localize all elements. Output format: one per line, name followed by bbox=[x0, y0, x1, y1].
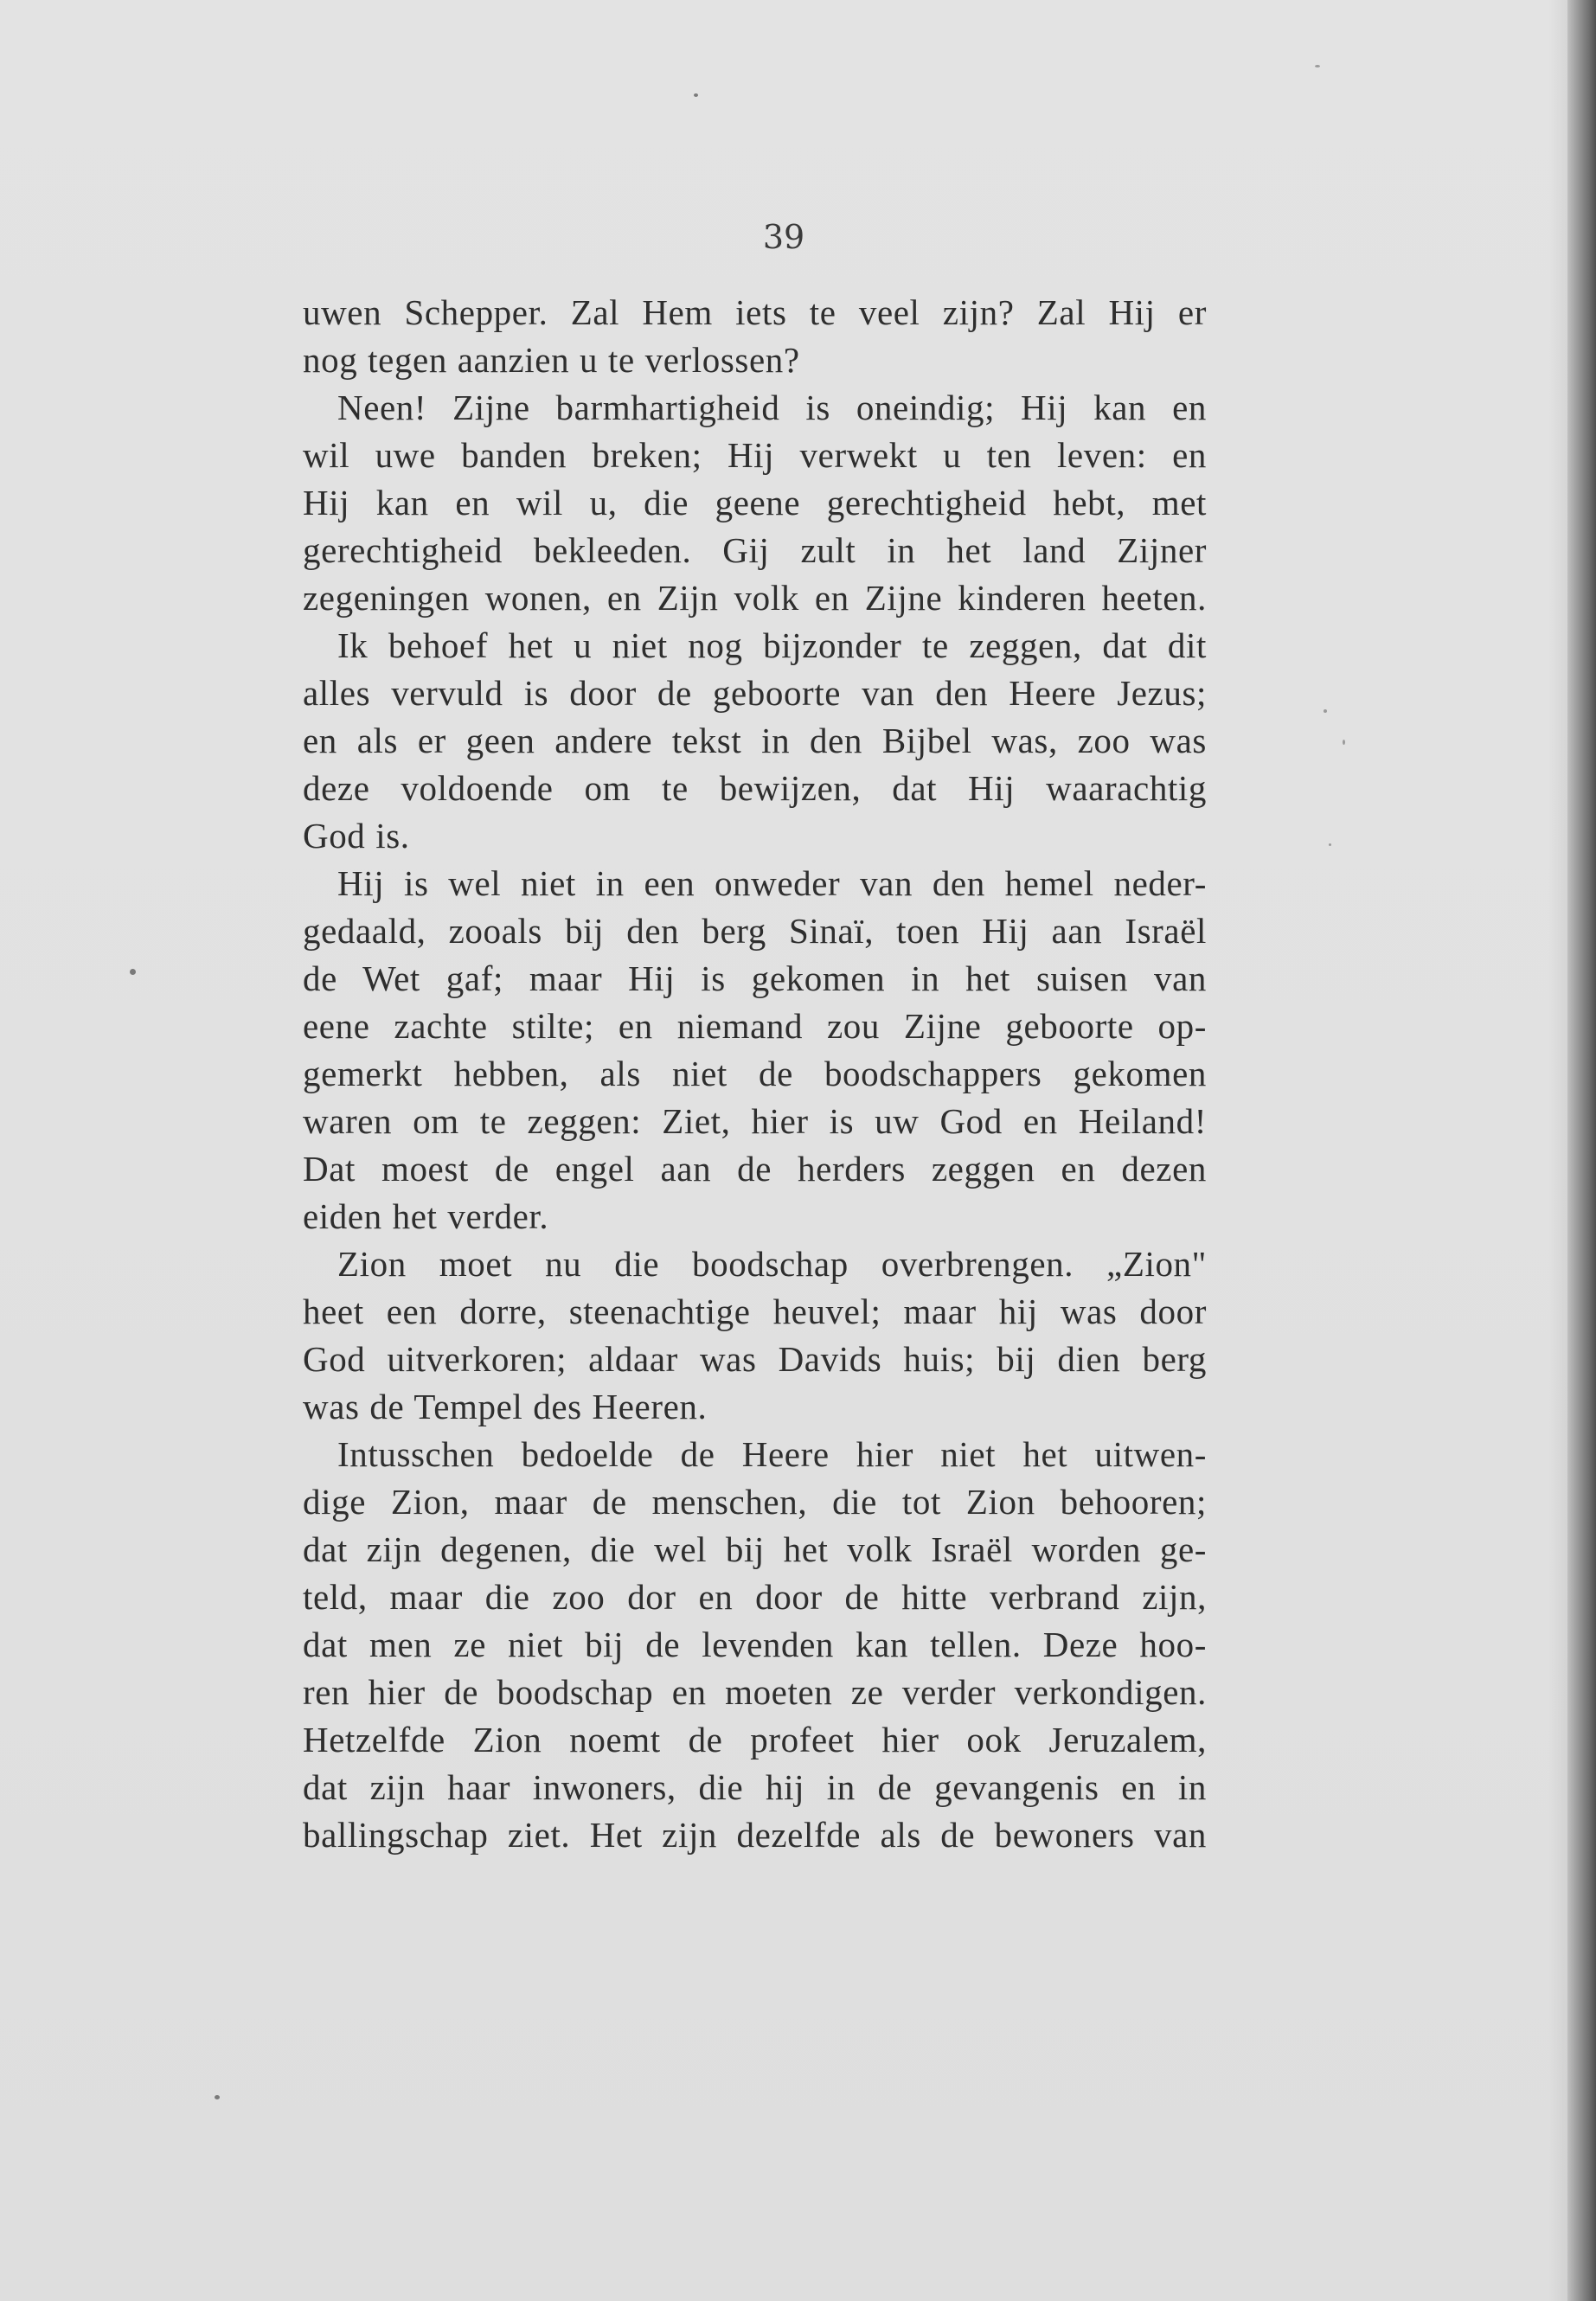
text-line: gerechtigheid bekleeden. Gij zult in het land Zijner bbox=[303, 530, 1207, 570]
text-line: Hij kan en wil u, die geene gerechtigheid hebt, met bbox=[303, 483, 1207, 522]
scan-speck bbox=[694, 93, 698, 97]
text-line: gemerkt hebben, als niet de boodschappers gekomen bbox=[303, 1054, 1207, 1093]
text-line: was de Tempel des Heeren. bbox=[303, 1387, 708, 1426]
body-text bbox=[303, 289, 1207, 1859]
text-line: dat men ze niet bij de levenden kan tellen. Deze hoo- bbox=[303, 1625, 1207, 1664]
text-line: God is. bbox=[303, 816, 410, 856]
scan-speck bbox=[1315, 65, 1320, 67]
scan-speck bbox=[215, 2095, 220, 2099]
text-line: de Wet gaf; maar Hij is gekomen in het suisen van bbox=[303, 958, 1207, 998]
text-line: wil uwe banden breken; Hij verwekt u ten leven: en bbox=[303, 435, 1207, 475]
text-line: Hij is wel niet in een onweder van den hemel neder- bbox=[337, 863, 1207, 903]
text-line: gedaald, zooals bij den berg Sinaï, toen Hij aan Israël bbox=[303, 911, 1207, 951]
text-line: Dat moest de engel aan de herders zeggen en dezen bbox=[303, 1149, 1207, 1189]
text-line: heet een dorre, steenachtige heuvel; maar hij was door bbox=[303, 1292, 1207, 1331]
text-line: dat zijn degenen, die wel bij het volk Israël worden ge- bbox=[303, 1529, 1207, 1569]
text-line: en als er geen andere tekst in den Bijbel was, zoo was bbox=[303, 721, 1207, 760]
text-line: dat zijn haar inwoners, die hij in de gevangenis en in bbox=[303, 1767, 1207, 1807]
text-line: zegeningen wonen, en Zijn volk en Zijne kinderen heeten. bbox=[303, 578, 1207, 618]
text-line: deze voldoende om te bewijzen, dat Hij waarachtig bbox=[303, 768, 1207, 808]
scan-speck bbox=[130, 969, 136, 975]
text-line: dige Zion, maar de menschen, die tot Zion behooren; bbox=[303, 1482, 1207, 1522]
text-line: Ik behoef het u niet nog bijzonder te zeggen, dat dit bbox=[337, 625, 1207, 665]
text-line: ballingschap ziet. Het zijn dezelfde als de bewoners van bbox=[303, 1815, 1207, 1855]
page-number: 39 bbox=[762, 218, 805, 256]
text-line: eene zachte stilte; en niemand zou Zijne geboorte op- bbox=[303, 1006, 1207, 1046]
text-line: eiden het verder. bbox=[303, 1196, 549, 1236]
text-line: ren hier de boodschap en moeten ze verder verkondigen. bbox=[303, 1672, 1207, 1712]
text-line: waren om te zeggen: Ziet, hier is uw God en Heiland! bbox=[303, 1101, 1207, 1141]
text-line: teld, maar die zoo dor en door de hitte verbrand zijn, bbox=[303, 1577, 1207, 1617]
text-line: Hetzelfde Zion noemt de profeet hier ook Jeruzalem, bbox=[303, 1720, 1207, 1759]
text-line: alles vervuld is door de geboorte van den Heere Jezus; bbox=[303, 673, 1207, 713]
text-line: God uitverkoren; aldaar was Davids huis; bij dien berg bbox=[303, 1339, 1207, 1379]
scan-speck bbox=[1329, 843, 1331, 846]
text-line: Zion moet nu die boodschap overbrengen. „Zion" bbox=[337, 1244, 1207, 1284]
text-line: Intusschen bedoelde de Heere hier niet het uitwen- bbox=[337, 1434, 1207, 1474]
text-line: uwen Schepper. Zal Hem iets te veel zijn? Zal Hij er bbox=[303, 292, 1207, 332]
scan-speck bbox=[1324, 709, 1327, 713]
page-edge-shadow bbox=[1548, 0, 1596, 2301]
scan-speck bbox=[1343, 740, 1345, 745]
text-line: Neen! Zijne barmhartigheid is oneindig; Hij kan en bbox=[337, 388, 1207, 427]
text-line: nog tegen aanzien u te verlossen? bbox=[303, 340, 800, 380]
